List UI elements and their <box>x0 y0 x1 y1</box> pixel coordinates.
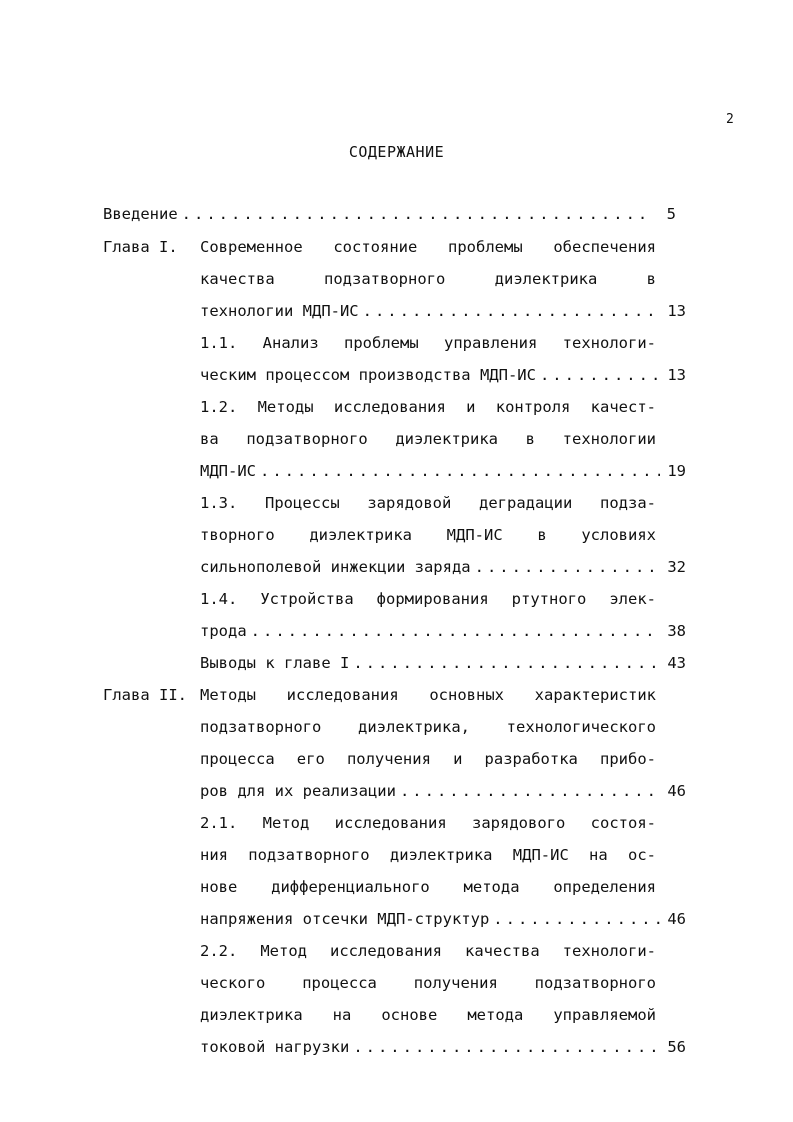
toc-text: диэлектрика на основе метода управляемой <box>200 1006 656 1024</box>
toc-page: 38 <box>667 622 686 640</box>
toc-page: 43 <box>667 654 686 672</box>
leader-dots <box>251 617 660 645</box>
leader-dots <box>182 200 650 228</box>
toc-page: 13 <box>667 302 686 320</box>
toc-entry-1-2[interactable] <box>200 457 686 485</box>
leader-dots <box>540 361 660 389</box>
toc-text: Современное состояние проблемы обеспечения <box>200 238 656 256</box>
toc-page: 56 <box>667 1038 686 1056</box>
toc-label: ров для их реализации <box>200 782 396 800</box>
toc-text: Методы исследования основных характеристик <box>200 686 656 704</box>
toc-page: 13 <box>667 366 686 384</box>
toc-page: 46 <box>667 910 686 928</box>
toc-entry-conclusions-1[interactable] <box>200 649 686 677</box>
toc-label: токовой нагрузки <box>200 1038 350 1056</box>
chapter-label: Глава I. <box>103 238 178 256</box>
toc-page: 32 <box>667 558 686 576</box>
toc-text: подзатворного диэлектрика, технологического <box>200 718 656 736</box>
toc-entry-2-2[interactable] <box>200 1033 686 1061</box>
toc-entry-intro[interactable] <box>103 200 676 228</box>
toc-text: ческого процесса получения подзатворного <box>200 974 656 992</box>
toc-label: напряжения отсечки МДП-структур <box>200 910 490 928</box>
toc-label: Выводы к главе I <box>200 654 350 672</box>
toc-text: 1.3. Процессы зарядовой деградации подза- <box>200 494 656 512</box>
leader-dots <box>363 297 660 325</box>
toc-page: 19 <box>667 462 686 480</box>
toc-text: 2.2. Метод исследования качества технологи- <box>200 942 656 960</box>
toc-entry-2-1[interactable] <box>200 905 686 933</box>
toc-chapter-1-heading[interactable] <box>103 233 656 261</box>
leader-dots <box>260 457 660 485</box>
toc-entry-chapter-1[interactable] <box>200 297 686 325</box>
toc-label: трода <box>200 622 247 640</box>
toc-entry-chapter-2[interactable] <box>200 777 686 805</box>
toc-entry-1-3[interactable] <box>200 553 686 581</box>
toc-label: технологии МДП-ИС <box>200 302 359 320</box>
toc-text: 1.4. Устройства формирования ртутного элек- <box>200 590 656 608</box>
toc-text: качества подзатворного диэлектрика в <box>200 270 656 288</box>
toc-page: 5 <box>666 205 676 223</box>
page-number: 2 <box>726 112 734 127</box>
toc-label: Введение <box>103 205 178 223</box>
leader-dots <box>475 553 660 581</box>
toc-label: МДП-ИС <box>200 462 256 480</box>
toc-text: творного диэлектрика МДП-ИС в условиях <box>200 526 656 544</box>
leader-dots <box>353 649 660 677</box>
leader-dots <box>353 1033 660 1061</box>
toc-label: ческим процессом производства МДП-ИС <box>200 366 536 384</box>
toc-text: 1.2. Методы исследования и контроля качест- <box>200 398 656 416</box>
toc-chapter-2-heading[interactable] <box>103 681 656 709</box>
toc-text: процесса его получения и разработка прибо- <box>200 750 656 768</box>
toc-text: нове дифференциального метода определения <box>200 878 656 896</box>
leader-dots <box>493 905 660 933</box>
chapter-label: Глава II. <box>103 686 187 704</box>
toc-page: 46 <box>667 782 686 800</box>
toc-entry-1-1[interactable] <box>200 361 686 389</box>
page-title: СОДЕРЖАНИЕ <box>348 143 445 161</box>
leader-dots <box>400 777 660 805</box>
toc-text: ния подзатворного диэлектрика МДП-ИС на ос- <box>200 846 656 864</box>
toc-text: 1.1. Анализ проблемы управления технологи- <box>200 334 656 352</box>
toc-label: сильнополевой инжекции заряда <box>200 558 471 576</box>
toc-entry-1-4[interactable] <box>200 617 686 645</box>
toc-text: ва подзатворного диэлектрика в технологии <box>200 430 656 448</box>
toc-text: 2.1. Метод исследования зарядового состоя- <box>200 814 656 832</box>
